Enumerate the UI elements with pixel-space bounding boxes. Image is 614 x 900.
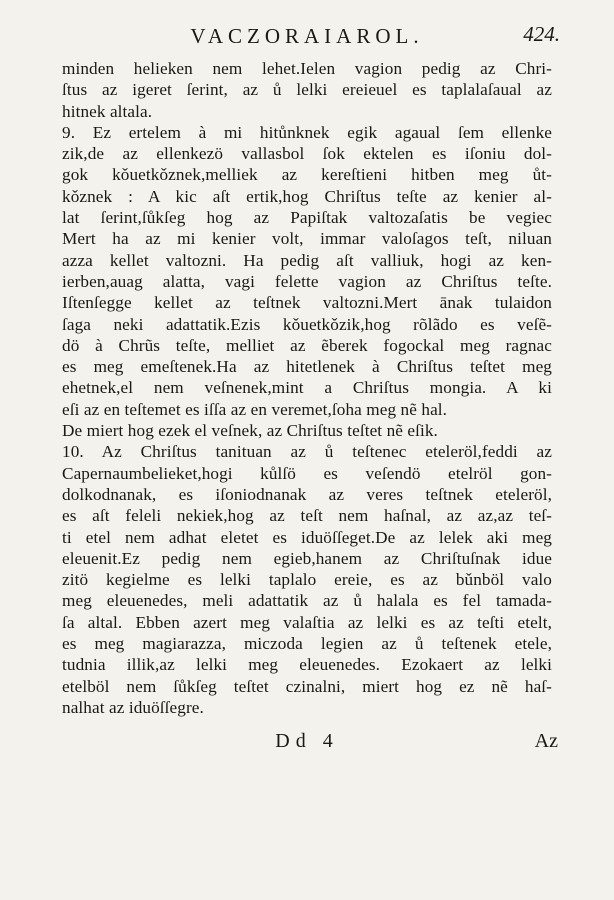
- text-line: ſa altal. Ebben azert meg valaſtia az lelki es az teſti etelt,: [62, 612, 552, 632]
- signature-mark: Dd 4: [275, 730, 339, 753]
- text-line: ehetnek,el nem veſnenek,mint a Chriſtus mongia. A ki: [62, 378, 552, 398]
- page-footer: [62, 730, 558, 760]
- text-line: ſtus az igeret ſerint, az ů lelki ereieuel es taplalaſaual az: [62, 80, 552, 100]
- text-line: Mert ha az mi kenier volt, immar valoſagos teſt, niluan: [62, 229, 552, 249]
- page-number: 424.: [523, 22, 560, 46]
- text-line: ti etel nem adhat eletet es iduöſſeget.De az lelek aki meg: [62, 527, 552, 547]
- text-line: ierben,auag alatta, vagi felette vagion az Chriſtus teſte.: [62, 271, 552, 291]
- text-line: minden helieken nem lehet.Ielen vagion pedig az Chri-: [62, 59, 552, 78]
- text-line: meg eleuenedes, meli adattatik az ů halala es fel tamada-: [62, 591, 552, 611]
- text-line: 9. Ez ertelem à mi hitůnknek egik agaual ſem ellenke: [62, 122, 552, 142]
- running-title: VACZORAIAROL.: [190, 24, 424, 48]
- text-line: ſaga neki adattatik.Ezis kǒuetkǒzik,hog rõlãdo es veſẽ-: [62, 314, 552, 334]
- text-line: zitö kegielme es lelki taplalo ereie, es az bǔnböl valo: [62, 570, 552, 590]
- catchword: Az: [534, 730, 558, 753]
- text-line: Capernaumbelieket,hogi kůlſö es veſendö etelröl gon-: [62, 463, 552, 483]
- text-line: nalhat az iduöſſegre.: [62, 697, 204, 717]
- text-line: hitnek altala.: [62, 101, 153, 121]
- text-line: es meg emeſtenek.Ha az hitetlenek à Chriſtus teſtet meg: [62, 357, 552, 377]
- running-head: [62, 22, 560, 56]
- text-line: azza kellet valtozni. Ha pedig aſt valliuk, hogi az ken-: [62, 250, 552, 270]
- text-line: lat ſerint,ſůkſeg hog az Papiſtak valtozaſatis be vegiec: [62, 208, 552, 228]
- text-line: dolkodnanak, es iſoniodnanak az veres teſtnek eteleröl,: [62, 484, 552, 504]
- text-line: dö à Chrũs teſte, melliet az ẽberek fogockal meg ragnac: [62, 335, 552, 355]
- text-line: Iſtenſegge kellet az teſtnek valtozni.Mert ānak tulaidon: [62, 293, 552, 313]
- text-line: eleuenit.Ez pedig nem egieb,hanem az Chriſtuſnak idue: [62, 548, 552, 568]
- text-line: De miert hog ezek el veſnek, az Chriſtus teſtet nẽ eſik.: [62, 421, 438, 441]
- text-line: eſi az en teſtemet es iſſa az en veremet,ſoha meg nẽ hal.: [62, 399, 448, 419]
- text-line: tudnia illik,az lelki meg eleuenedes. Ezokaert az lelki: [62, 655, 552, 675]
- text-line: kǒznek : A kic aſt ertik,hog Chriſtus teſte az kenier al-: [62, 186, 552, 206]
- text-line: 10. Az Chriſtus tanituan az ů teſtenec eteleröl,feddi az: [62, 442, 552, 462]
- text-line: zik,de az ellenkezö vallasbol ſok ektelen es iſoniu dol-: [62, 144, 552, 164]
- body-text: [62, 58, 552, 718]
- text-line: es meg magiarazza, miczoda legien az ů teſtenek etele,: [62, 634, 552, 654]
- text-line: gok kǒuetkǒznek,melliek az kereſtieni hitben meg ůt-: [62, 165, 552, 185]
- text-line: es aſt feleli nekiek,hog az teſt nem haſnal, az az,az teſ-: [62, 506, 552, 526]
- text-line: etelböl nem ſůkſeg teſtet czinalni, miert hog ez nẽ haſ-: [62, 676, 552, 696]
